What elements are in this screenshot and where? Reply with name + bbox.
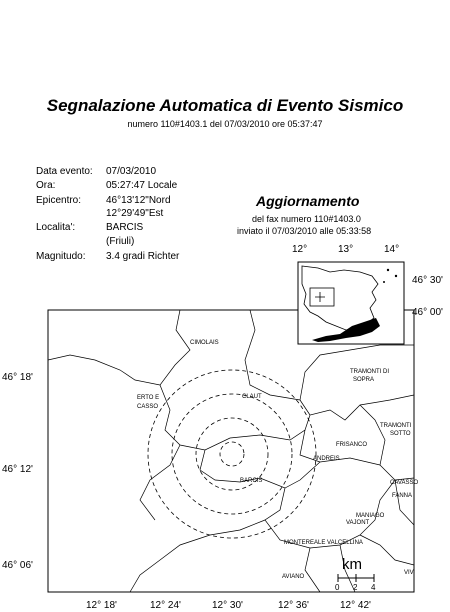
place-label: SOPRA: [353, 377, 375, 383]
locality-label: Localita':: [36, 222, 76, 233]
place-label: CASSO: [137, 404, 159, 410]
main-lat-tick-2: 46° 12': [2, 464, 33, 475]
epicenter-lon: 12°29'49"Est: [106, 208, 164, 219]
main-map-frame: [48, 310, 414, 592]
update-title: Aggiornamento: [256, 193, 360, 209]
locality-region: (Friuli): [106, 236, 135, 247]
ring-3: [172, 394, 292, 514]
scale-tick-4: 4: [371, 583, 376, 592]
place-label: VIV: [404, 570, 414, 576]
place-label: ANDREIS: [313, 456, 340, 462]
main-lon-tick-4: 12° 36': [278, 600, 309, 611]
inset-lon-tick-2: 13°: [338, 244, 354, 255]
place-label: MONTEREALE VALCELLINA: [284, 540, 363, 546]
main-lat-tick-3: 46° 06': [2, 560, 33, 571]
time-value: 05:27:47 Locale: [106, 180, 178, 191]
place-label: FRISANCO: [336, 442, 368, 448]
place-label: TRAMONTI: [380, 423, 412, 429]
place-label: TRAMONTI DI: [350, 369, 389, 375]
report-subtitle: numero 110#1403.1 del 07/03/2010 ore 05:37:47: [127, 119, 323, 129]
place-label: CAVASSO: [390, 480, 419, 486]
main-lon-tick-2: 12° 24': [150, 600, 181, 611]
place-label: FANNA: [392, 493, 413, 499]
scale-bar: [335, 556, 376, 592]
main-lon-tick-1: 12° 18': [86, 600, 117, 611]
inset-lon-tick-1: 12°: [292, 244, 308, 255]
place-label: VAJONT: [346, 520, 370, 526]
main-lon-tick-5: 12° 42': [340, 600, 371, 611]
scale-tick-0: 0: [335, 583, 340, 592]
locality-value: BARCIS: [106, 222, 144, 233]
inset-lat-tick-2: 46° 00': [412, 307, 443, 318]
inset-lon-tick-3: 14°: [384, 244, 400, 255]
place-label: CLAUT: [242, 394, 262, 400]
magnitude-label: Magnitudo:: [36, 251, 86, 262]
magnitude-value: 3.4 gradi Richter: [106, 251, 180, 262]
date-label: Data evento:: [36, 166, 93, 177]
place-label: AVIANO: [282, 574, 305, 580]
scale-label: km: [342, 556, 362, 573]
epicenter-lat: 46°13'12"Nord: [106, 195, 171, 206]
place-label: MANIAGO: [356, 513, 385, 519]
place-label: BARCIS: [240, 478, 263, 484]
inset-map: [292, 244, 443, 344]
update-fax-number: del fax numero 110#1403.0: [252, 214, 361, 224]
inset-lat-tick-1: 46° 30': [412, 275, 443, 286]
distance-rings: [148, 370, 316, 538]
place-label: ERTO E: [137, 395, 160, 401]
main-lat-tick-1: 46° 18': [2, 372, 33, 383]
scale-tick-2: 2: [353, 583, 358, 592]
report-title: Segnalazione Automatica di Evento Sismico: [46, 96, 404, 115]
place-label: SOTTO: [390, 431, 411, 437]
municipal-boundaries: [48, 310, 414, 592]
main-lon-tick-3: 12° 30': [212, 600, 243, 611]
epicenter-label: Epicentro:: [36, 195, 82, 206]
place-label: CIMOLAIS: [190, 340, 219, 346]
update-sent-time: inviato il 07/03/2010 alle 05:33:58: [237, 226, 372, 236]
time-label: Ora:: [36, 180, 56, 191]
date-value: 07/03/2010: [106, 166, 157, 177]
ring-4: [148, 370, 316, 538]
ring-1: [220, 442, 244, 466]
